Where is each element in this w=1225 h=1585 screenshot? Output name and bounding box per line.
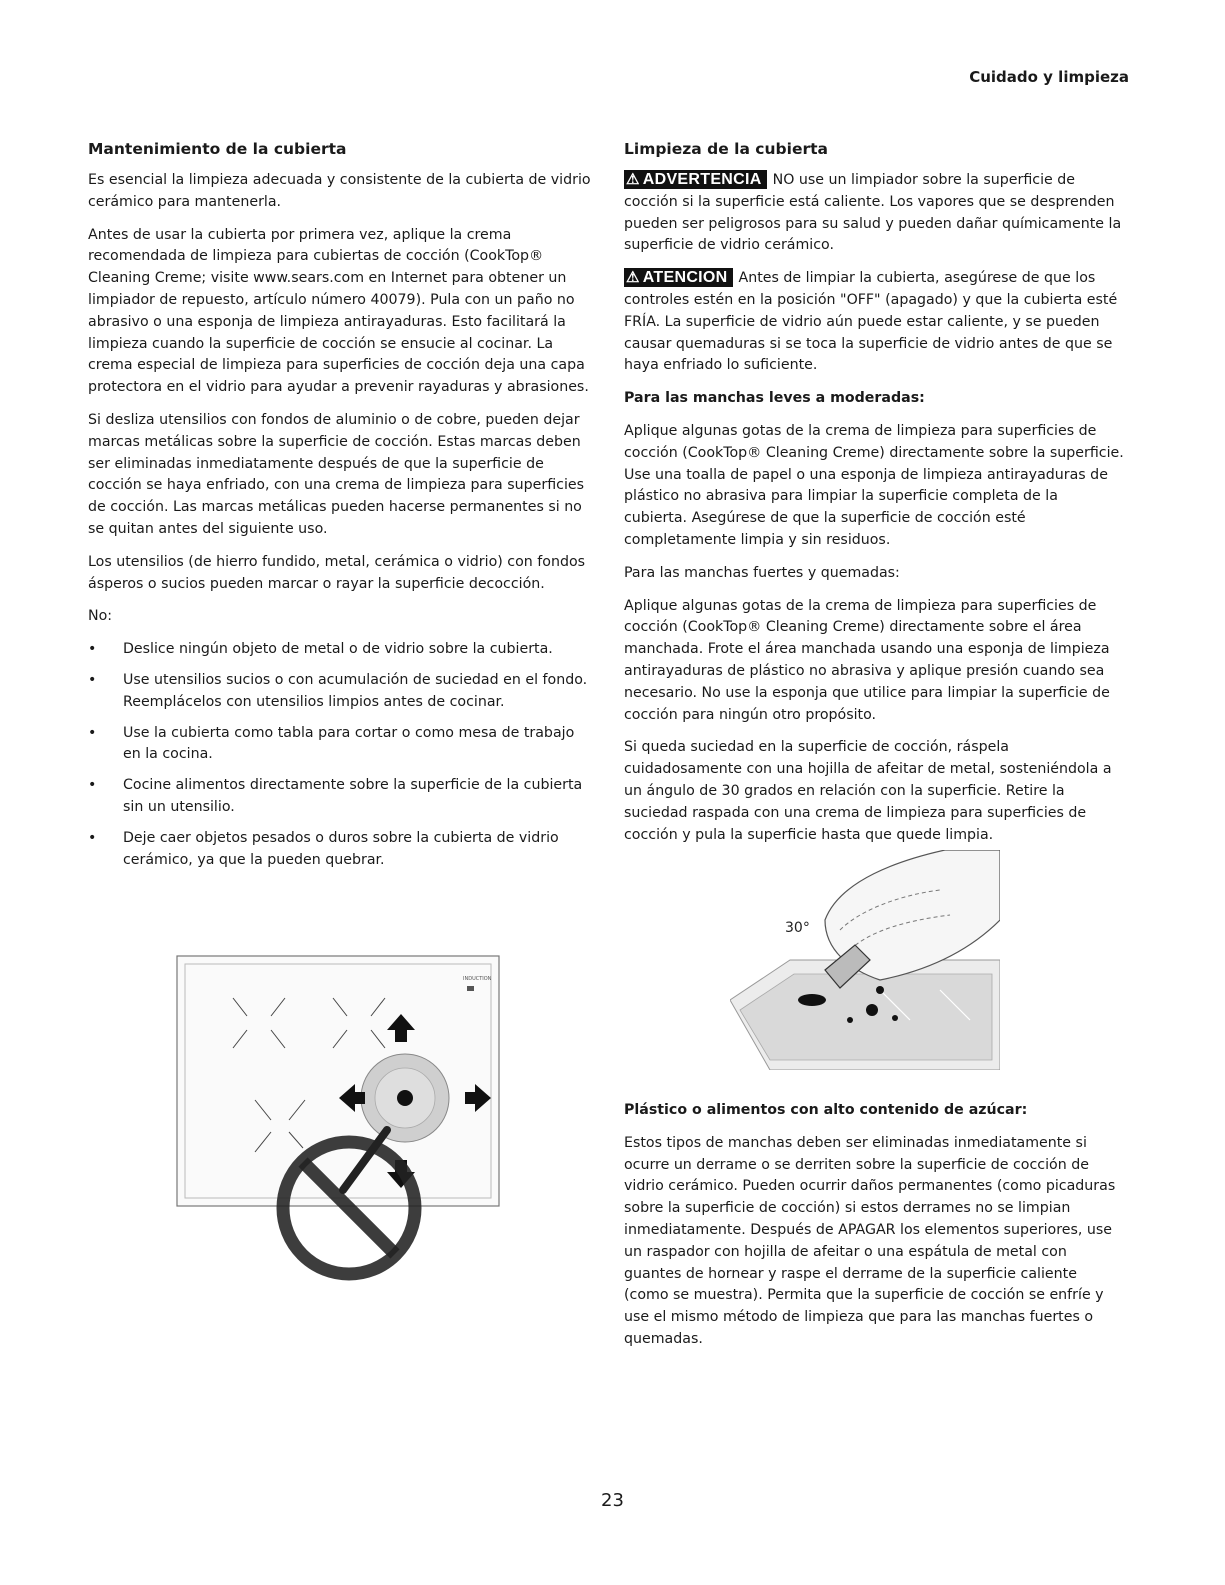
left-paragraph: Si desliza utensilios con fondos de aluminio o de cobre, pueden dejar marcas metálicas sobre la superficie de cocción. Estas marcas deben ser eliminadas inmediatamente después de que la superficie de cocción se haya enfriado, con una crema de limpieza para superficies de cocción. Las marcas metálicas pueden hacerse permanentes si no se quitan antes del siguiente uso. (88, 411, 585, 537)
caution-paragraph (624, 268, 1124, 377)
warning-paragraph (624, 170, 1124, 257)
warning-triangle-icon: ⚠ (626, 171, 640, 188)
dont-list (88, 639, 593, 871)
induction-icon (467, 986, 474, 991)
right-column (624, 140, 1124, 857)
warning-badge-label: ADVERTENCIA (642, 171, 762, 188)
pan-center (397, 1090, 413, 1106)
caution-badge-label: ATENCION (642, 269, 728, 287)
sugar-section (624, 1100, 1124, 1362)
list-item: • Deje caer objetos pesados o duros sobre la cubierta de vidrio cerámico, ya que la pueden quebrar. (88, 828, 593, 872)
caution-triangle-icon: ⚠ (626, 269, 640, 287)
warning-badge (624, 170, 767, 189)
left-paragraph: Es esencial la limpieza adecuada y consistente de la cubierta de vidrio cerámico para mantenerla. (88, 172, 591, 210)
warning-text: NO use un limpiador sobre la superficie de cocción si la superficie está caliente. Los vapores que se desprenden pueden ser peligrosos para su salud y pueden dañar químicamente la superficie de vidrio cerámico. (624, 172, 1122, 254)
no-label: No: (88, 608, 113, 625)
left-paragraph: Antes de usar la cubierta por primera vez, aplique la crema recomendada de limpieza para cubiertas de cocción (CookTop® Cleaning Creme; visite www.sears.com en Internet para obtener un limpiador de repuesto, artículo número 40079). Pula con un paño no abrasivo o una esponja de limpieza antirayaduras. Esto facilitará la limpieza cuando la superficie de cocción se ensucie al cocinar. La crema especial de limpieza para superficies de cocción deja una capa protectora en el vidrio para ayudar a prevenir rayaduras y abrasiones. (88, 226, 589, 396)
sugar-heading: Plástico o alimentos con alto contenido de azúcar: (624, 1102, 1028, 1118)
angle-label: 30° (785, 920, 810, 936)
cooktop-no-slide-illustration (175, 950, 505, 1290)
list-item: • Use utensilios sucios o con acumulación de suciedad en el fondo. Reemplácelos con utensilios limpios antes de cocinar. (88, 670, 593, 714)
caution-text: Antes de limpiar la cubierta, asegúrese de que los controles estén en la posición "OFF" (apagado) y que la cubierta esté FRÍA. La superficie de vidrio aún puede estar caliente, y se pueden causar quemaduras si se toca la superficie de vidrio antes de que se haya enfriado lo suficiente. (624, 270, 1118, 374)
cooktop-outline (177, 956, 499, 1206)
induction-label: INDUCTION (463, 976, 492, 982)
section-title: Cuidado y limpieza (969, 68, 1129, 86)
cooktop-no-slide-svg (175, 950, 505, 1290)
scrape-text: Si queda suciedad en la superficie de cocción, ráspela cuidadosamente con una hojilla de afeitar de metal, sosteniéndola a un ángulo de 30 grados en relación con la superficie. Retire la suciedad raspada con una crema de limpieza para superficies de cocción y pula la superficie hasta que quede limpia. (624, 739, 1112, 843)
caution-badge (624, 268, 733, 287)
left-column (88, 140, 593, 880)
list-item: • Deslice ningún objeto de metal o de vidrio sobre la cubierta. (88, 639, 593, 661)
page-number: 23 (601, 1490, 624, 1511)
light-stains-heading: Para las manchas leves a moderadas: (624, 390, 925, 407)
scraper-illustration (730, 850, 1000, 1070)
sugar-text: Estos tipos de manchas deben ser eliminadas inmediatamente si ocurre un derrame o se derriten sobre la superficie de cocción de vidrio cerámico. Pueden ocurrir daños permanentes (como picaduras sobre la superficie de cocción) si estos derrames no se limpian inmediatamente. Después de APAGAR los elementos superiores, use un raspador con hojilla de afeitar o una espátula de metal con guantes de hornear y raspe el derrame de la superficie caliente (como se muestra). Permita que la superficie de cocción se enfríe y use el mismo método de limpieza que para las manchas fuertes o quemadas. (624, 1134, 1116, 1347)
left-paragraph: Los utensilios (de hierro fundido, metal, cerámica o vidrio) con fondos ásperos o sucios pueden marcar o rayar la superficie decocción. (88, 553, 586, 592)
list-item: • Use la cubierta como tabla para cortar o como mesa de trabajo en la cocina. (88, 723, 593, 767)
scraper-svg (730, 850, 1000, 1070)
heavy-stains-heading: Para las manchas fuertes y quemadas: (624, 564, 900, 581)
heavy-stains-text: Aplique algunas gotas de la crema de limpieza para superficies de cocción (CookTop® Cleaning Creme) directamente sobre el área manchada. Frote el área manchada usando una esponja de limpieza antirayaduras de plástico no abrasiva y aplique presión cuando sea necesario. No use la esponja que utilice para limpiar la superficie de cocción para ningún otro propósito. (624, 597, 1110, 723)
left-heading: Mantenimiento de la cubierta (88, 140, 347, 158)
list-item: • Cocine alimentos directamente sobre la superficie de la cubierta sin un utensilio. (88, 775, 593, 819)
right-heading: Limpieza de la cubierta (624, 140, 828, 158)
light-stains-text: Aplique algunas gotas de la crema de limpieza para superficies de cocción (CookTop® Cleaning Creme) directamente sobre la superficie. Use una toalla de papel o una esponja de limpieza antirayaduras de plástico no abrasiva para limpiar la superficie completa de la cubierta. Asegúrese de que la superficie de cocción esté completamente limpia y sin residuos. (624, 422, 1124, 548)
